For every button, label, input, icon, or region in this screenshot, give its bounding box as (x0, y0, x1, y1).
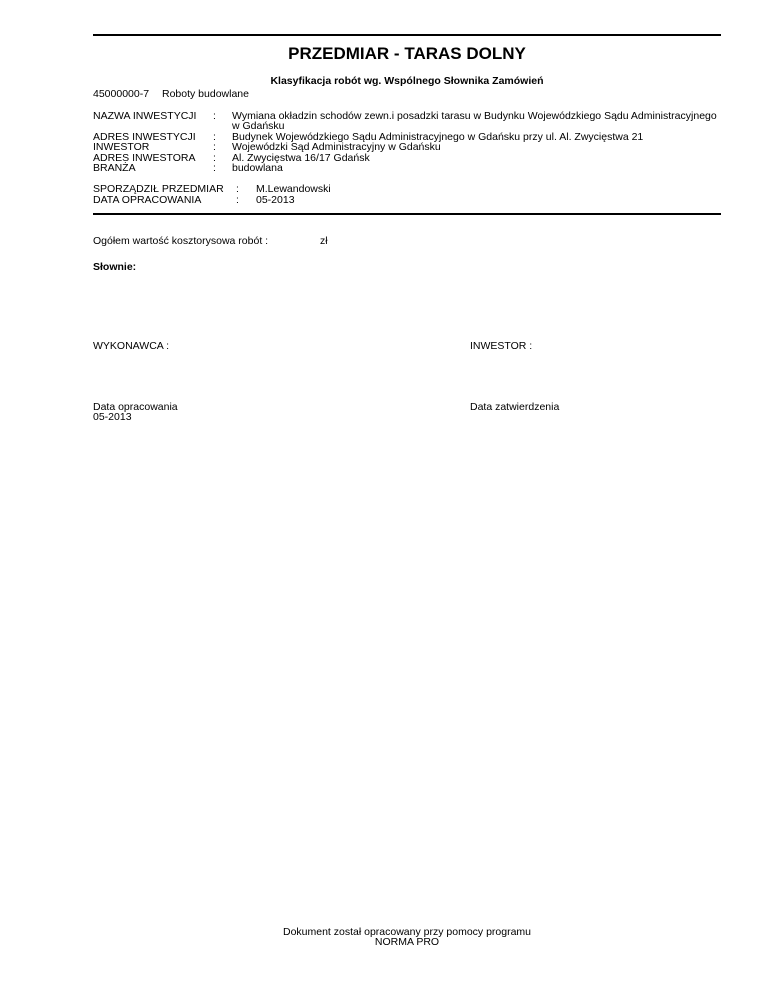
info-value-investment-name-cont: w Gdańsku (232, 120, 285, 132)
classification-heading: Klasyfikacja robót wg. Wspólnego Słownika Zamówień (270, 75, 544, 87)
prepared-colon: : (236, 183, 239, 195)
info-label-investment-address: ADRES INWESTYCJI (93, 131, 196, 143)
info-label-investor-address: ADRES INWESTORA (93, 152, 196, 164)
cpv-code: 45000000-7 (93, 88, 150, 100)
contractor-label: WYKONAWCA : (93, 340, 170, 352)
footer-line-1: Dokument został opracowany przy pomocy programu (282, 926, 532, 938)
total-cost-label: Ogółem wartość kosztorysowa robót : (93, 235, 269, 247)
amount-in-words-label: Słownie: (93, 261, 137, 273)
cpv-label: Roboty budowlane (162, 88, 249, 100)
currency-label: zł (320, 235, 328, 247)
info-colon: : (213, 162, 216, 174)
info-colon: : (213, 141, 216, 153)
info-value-investment-address: Budynek Wojewódzkiego Sądu Administracyjnego w Gdańsku przy ul. Al. Zwycięstwa 21 (232, 131, 644, 143)
top-rule (93, 34, 721, 36)
info-colon: : (213, 110, 216, 122)
prepared-by-label: SPORZĄDZIŁ PRZEDMIAR (93, 183, 224, 195)
info-value-branch: budowlana (232, 162, 283, 174)
prep-date-label: DATA OPRACOWANIA (93, 194, 202, 206)
info-value-investor: Wojewódzki Sąd Administracyjny w Gdańsku (232, 141, 441, 153)
info-colon: : (213, 131, 216, 143)
section-rule (93, 213, 721, 215)
info-label-investor: INWESTOR (93, 141, 150, 153)
prep-date-value: 05-2013 (256, 194, 295, 206)
prepared-colon: : (236, 194, 239, 206)
prep-date-sign-label: Data opracowania (93, 401, 178, 413)
document-title: PRZEDMIAR - TARAS DOLNY (288, 44, 526, 63)
investor-signature-label: INWESTOR : (470, 340, 533, 352)
prep-date-sign-value: 05-2013 (93, 411, 132, 423)
info-colon: : (213, 152, 216, 164)
info-value-investor-address: Al. Zwycięstwa 16/17 Gdańsk (232, 152, 370, 164)
info-label-branch: BRANŻA (93, 162, 136, 174)
approval-date-label: Data zatwierdzenia (470, 401, 560, 413)
prepared-by-value: M.Lewandowski (256, 183, 331, 195)
footer-line-2: NORMA PRO (374, 936, 440, 948)
info-label-investment-name: NAZWA INWESTYCJI (93, 110, 197, 122)
info-value-investment-name: Wymiana okładzin schodów zewn.i posadzki tarasu w Budynku Wojewódzkiego Sądu Administracyjnego (232, 110, 717, 122)
